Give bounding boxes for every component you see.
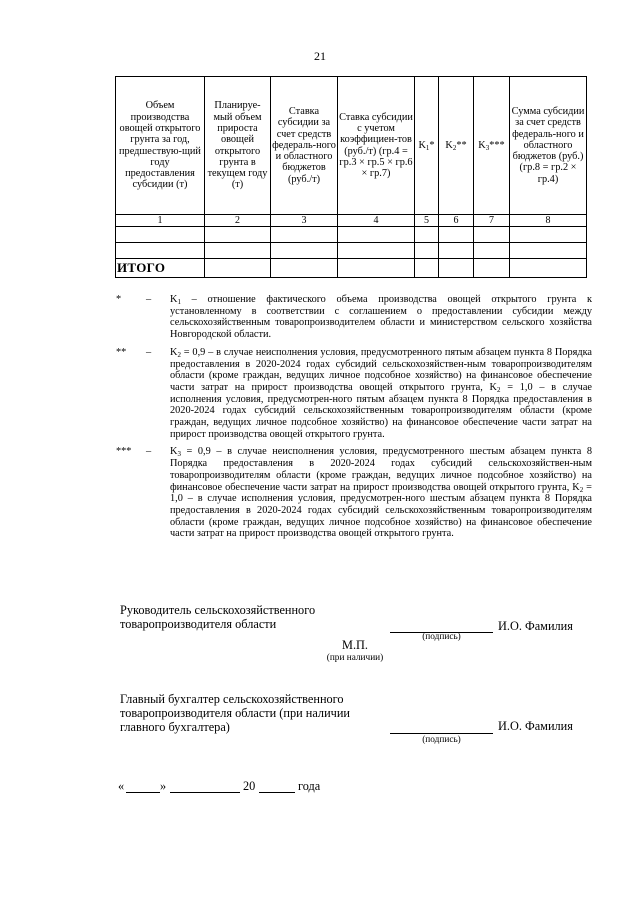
column-number: 2 [205, 215, 271, 227]
col-header-k2: $K_2**$ [439, 77, 474, 215]
table-cell [415, 259, 439, 278]
table-cell [338, 259, 415, 278]
table-cell [271, 259, 338, 278]
table-cell [415, 243, 439, 259]
footnote-text: $K_2 = 0,9 - в$ случае неисполнения условия, предусмотренного пятым абзацем пункта 8 Порядка предоставления в 2020-2024 годах субсидий сельскохозяйствен-ным товаропроизводителям области (кроме граждан, ведущих личное подсобное хозяйство) на финансовое обеспечение части затрат на прирост производства овощей открытого грунта, $K_2 = 1,0 - в$ случае исполнения условия, предусмотрен-ного пятым абзацем пункта 8 Порядка предоставления в 2020-2024 годах субсидий сельскохозяйственным товаропроизводителям области (кроме граждан, ведущих личное подсобное хозяйство) на финансовое обеспечение части затрат на прирост производства овощей открытого грунта. [170, 346, 592, 440]
footnote-k2 [116, 347, 592, 441]
table-header-row [116, 77, 587, 215]
date-close-quote: » [160, 779, 167, 793]
date-open-quote: « [118, 779, 125, 793]
stamp-note: (при наличии) [326, 653, 384, 663]
footnote-mark: ** [116, 346, 127, 358]
footnote-text: $K_1$ – отношение фактического объема производства овощей открытого грунта к установленному в соответствии с соглашением о предоставлении субсидии между сельскохозяйственным товаропроизводителем области и министерством сельского хозяйства Новгородской области. [170, 294, 592, 341]
table-row [116, 227, 587, 243]
col-header-planned-growth: Планируе-мый объем прироста овощей открытого грунта в текущем году (т) [205, 77, 271, 215]
head-name: И.О. Фамилия [498, 619, 573, 633]
col-header-rate-with-coefficients: Ставка субсидии с учетом коэффициен-тов (руб./т) (гр.4 = гр.3 × гр.5 × гр.6 × гр.7) [338, 77, 415, 215]
footnotes [116, 294, 592, 546]
table-cell [439, 259, 474, 278]
column-number: 6 [439, 215, 474, 227]
column-number-row [116, 215, 587, 227]
table-cell [415, 227, 439, 243]
footnote-dash: – [146, 446, 152, 458]
table-cell [338, 243, 415, 259]
column-number: 5 [415, 215, 439, 227]
accountant-signature-caption: (подпись) [422, 735, 461, 745]
footnote-k3 [116, 446, 592, 540]
total-row [116, 259, 587, 278]
footnote-k1 [116, 294, 592, 341]
table-cell [116, 227, 205, 243]
date-year-suffix: года [298, 779, 321, 793]
table-cell [474, 259, 510, 278]
col-header-volume-prev-year: Объем производства овощей открытого грунта за год, предшествую-щий году предоставления субсидии (т) [116, 77, 205, 215]
date-month-blank [170, 792, 240, 793]
column-number: 8 [510, 215, 587, 227]
head-label: Руководитель сельскохозяйственного товаропроизводителя области [120, 603, 316, 631]
date-year-prefix: 20 [243, 779, 256, 793]
footnote-dash: – [146, 346, 152, 358]
table-cell [474, 243, 510, 259]
accountant-signature-line [390, 733, 493, 734]
table-cell [205, 227, 271, 243]
footnote-mark: *** [116, 446, 132, 458]
table-cell [510, 227, 587, 243]
footnote-mark: * [116, 294, 122, 305]
accountant-label: Главный бухгалтер сельскохозяйственного товаропроизводителя области (при наличии главного бухгалтера) [120, 692, 350, 734]
date-day-blank [126, 792, 160, 793]
table-cell [205, 259, 271, 278]
col-header-k3: $K_3***$ [474, 77, 510, 215]
footnote-text: $K_3 = 0,9 - в$ случае неисполнения условия, предусмотренного шестым абзацем пункта 8 Порядка предоставления в 2020-2024 годах субсидий сельскохозяйствен-ным товаропроизводителям области (кроме граждан, ведущих личное подсобное хозяйство) на финансовое обеспечение части затрат на прирост производства овощей открытого грунта, $K_2 = 1,0 - в$ случае исполнения условия, предусмотрен-ного шестым абзацем пункта 8 Порядка предоставления в 2020-2024 годах субсидий сельскохозяйственным товаропроизводителям области (кроме граждан, ведущих личное подсобное хозяйство) на финансовое обеспечение части затрат на прирост производства овощей открытого грунта. [170, 446, 592, 540]
table-row [116, 243, 587, 259]
column-number: 3 [271, 215, 338, 227]
column-number: 1 [116, 215, 205, 227]
column-number: 7 [474, 215, 510, 227]
page-number: 21 [314, 49, 326, 63]
date-year-blank [259, 792, 295, 793]
column-number: 4 [338, 215, 415, 227]
footnote-dash: – [146, 294, 152, 305]
table-cell [474, 227, 510, 243]
table-cell [116, 243, 205, 259]
table-cell [338, 227, 415, 243]
total-label: ИТОГО [116, 259, 205, 278]
table-cell [439, 227, 474, 243]
table-cell [271, 227, 338, 243]
accountant-name: И.О. Фамилия [498, 719, 573, 733]
table-cell [510, 259, 587, 278]
col-header-subsidy-sum: Сумма субсидии за счет средств федераль-ного и областного бюджетов (руб.) (гр.8 = гр.2 × гр.4) [510, 77, 587, 215]
table-cell [439, 243, 474, 259]
head-signature-caption: (подпись) [422, 632, 461, 642]
subsidy-table [115, 76, 587, 278]
stamp-label: М.П. [342, 638, 368, 652]
table-cell [205, 243, 271, 259]
table-cell [510, 243, 587, 259]
table-cell [271, 243, 338, 259]
col-header-subsidy-rate: Ставка субсидии за счет средств федераль-ного и областного бюджетов (руб./т) [271, 77, 338, 215]
col-header-k1: $K_1*$ [415, 77, 439, 215]
